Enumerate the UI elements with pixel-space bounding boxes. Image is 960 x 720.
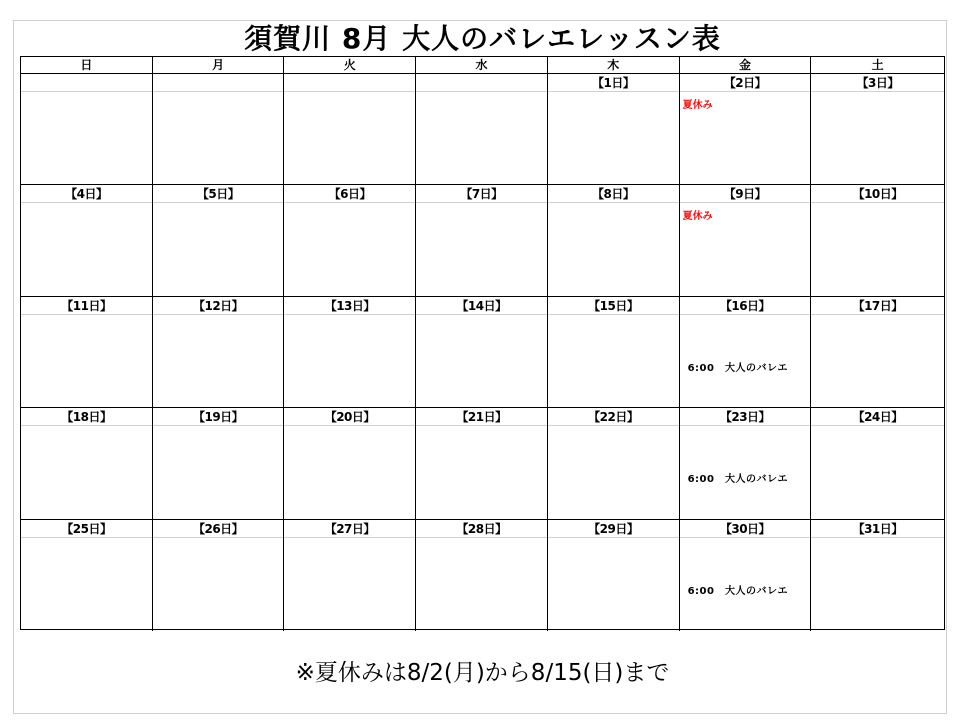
day-number-label: 【3日】 — [856, 76, 899, 90]
day-number-label: 【7日】 — [460, 187, 503, 202]
day-header-divider — [284, 91, 415, 92]
weekday-header-tue: 火 — [284, 57, 416, 73]
day-number-label: 【2日】 — [723, 76, 767, 90]
calendar-day-cell — [21, 74, 153, 184]
day-number-label: 【21日】 — [456, 410, 507, 425]
day-number-label: 【17日】 — [852, 298, 903, 313]
weekday-header-sat: 土 — [871, 58, 884, 72]
weekday-header-fri: 金 — [680, 57, 812, 73]
calendar-day-cell — [153, 297, 285, 407]
day-number-label: 【30日】 — [719, 521, 771, 536]
calendar-day-cell — [153, 185, 285, 295]
day-header-divider — [680, 537, 811, 538]
day-number-label: 【11日】 — [61, 298, 112, 313]
day-number-label: 【31日】 — [852, 521, 903, 536]
day-header-divider — [153, 537, 284, 538]
calendar-day-cell — [548, 74, 680, 184]
calendar-day-cell — [21, 408, 153, 518]
lesson-entry: 6:00 大人のバレエ — [687, 474, 788, 486]
calendar-day-cell — [21, 297, 153, 407]
day-header-divider — [21, 202, 152, 203]
day-number-label: 【10日】 — [852, 187, 903, 202]
day-header-divider — [548, 425, 679, 426]
day-header-divider — [548, 91, 679, 92]
calendar-week-row — [21, 74, 944, 185]
calendar-day-cell — [548, 185, 680, 295]
day-number-label: 【12日】 — [192, 298, 244, 313]
day-number-label: 【20日】 — [324, 410, 375, 425]
calendar-day-cell — [284, 185, 416, 295]
calendar-day-cell — [416, 408, 548, 518]
day-header-divider — [548, 314, 679, 315]
day-header-divider — [284, 314, 415, 315]
calendar-day-cell — [680, 297, 812, 407]
day-number-label: 【18日】 — [61, 410, 112, 425]
day-number-label: 【16日】 — [719, 298, 771, 313]
calendar-day-cell — [153, 408, 285, 518]
day-number-label: 【28日】 — [456, 521, 507, 536]
calendar-day-cell — [416, 520, 548, 631]
day-header-divider — [680, 314, 811, 315]
day-header-divider — [21, 91, 152, 92]
calendar-day-cell — [680, 74, 812, 184]
day-header-divider — [21, 314, 152, 315]
footer-note: ※夏休みは8/2(月)から8/15(日)まで — [295, 660, 670, 686]
day-number-label — [153, 74, 284, 90]
day-number-label: 【5日】 — [196, 187, 240, 202]
day-number-label: 【4日】 — [65, 187, 108, 202]
day-header-divider — [548, 202, 679, 203]
weekday-header-mon: 月 — [153, 57, 285, 73]
calendar-day-cell — [416, 74, 548, 184]
day-header-divider — [284, 202, 415, 203]
day-header-divider — [416, 91, 547, 92]
calendar-week-row — [21, 408, 944, 519]
day-header-divider — [548, 537, 679, 538]
lesson-entry: 6:00 大人のバレエ — [687, 362, 788, 374]
calendar-day-cell — [680, 520, 812, 631]
calendar-day-cell — [811, 74, 944, 184]
day-number-label — [21, 74, 152, 90]
calendar-day-cell — [548, 520, 680, 631]
day-number-label — [284, 74, 415, 90]
day-header-divider — [680, 425, 811, 426]
day-number-label: 【14日】 — [456, 298, 507, 313]
day-number-label — [416, 74, 547, 90]
day-header-divider — [153, 314, 284, 315]
day-header-divider — [21, 537, 152, 538]
weekday-header-thu: 木 — [548, 57, 680, 73]
calendar-day-cell — [811, 297, 944, 407]
day-number-label: 【26日】 — [192, 521, 244, 536]
calendar-day-cell — [416, 297, 548, 407]
day-header-divider — [811, 314, 944, 315]
day-number-label: 【27日】 — [324, 521, 375, 536]
calendar-day-cell — [153, 520, 285, 631]
day-number-label: 【6日】 — [328, 187, 371, 202]
day-header-divider — [811, 202, 944, 203]
calendar-day-cell — [416, 185, 548, 295]
day-header-divider — [416, 202, 547, 203]
day-header-divider — [680, 91, 811, 92]
day-header-divider — [21, 425, 152, 426]
day-number-label: 【15日】 — [588, 298, 639, 313]
weekday-header-sun: 日 — [21, 57, 153, 73]
holiday-note: 夏休み — [682, 211, 713, 223]
day-number-label: 【29日】 — [588, 521, 639, 536]
day-header-divider — [416, 537, 547, 538]
day-header-divider — [680, 202, 811, 203]
calendar-day-cell — [811, 520, 944, 631]
day-header-divider — [811, 91, 944, 92]
day-header-divider — [416, 425, 547, 426]
calendar-day-cell — [548, 297, 680, 407]
day-number-label: 【25日】 — [61, 521, 112, 536]
day-number-label: 【1日】 — [592, 76, 635, 90]
calendar-week-row — [21, 520, 944, 631]
day-header-divider — [811, 425, 944, 426]
calendar-day-cell — [284, 74, 416, 184]
day-number-label: 【22日】 — [588, 410, 639, 425]
holiday-note: 夏休み — [682, 100, 713, 111]
day-header-divider — [284, 425, 415, 426]
calendar-day-cell — [680, 408, 812, 518]
lesson-entry: 6:00 大人のバレエ — [687, 585, 788, 597]
calendar-day-cell — [21, 185, 153, 295]
calendar-day-cell — [21, 520, 153, 631]
day-number-label: 【8日】 — [592, 187, 635, 202]
day-header-divider — [153, 425, 284, 426]
calendar-day-cell — [284, 297, 416, 407]
day-number-label: 【24日】 — [852, 410, 903, 425]
day-header-divider — [811, 537, 944, 538]
day-number-label: 【23日】 — [719, 410, 771, 425]
weekday-header-wed: 水 — [416, 57, 548, 73]
day-header-divider — [153, 202, 284, 203]
day-header-divider — [153, 91, 284, 92]
calendar-day-cell — [680, 185, 812, 295]
calendar-day-cell — [284, 520, 416, 631]
calendar-week-row — [21, 297, 944, 408]
day-number-label: 【9日】 — [723, 187, 767, 202]
page-title: 須賀川 8月 大人のバレエレッスン表 — [244, 22, 721, 55]
calendar-day-cell — [811, 185, 944, 295]
calendar-day-cell — [811, 408, 944, 518]
calendar-grid — [20, 56, 945, 630]
day-header-divider — [416, 314, 547, 315]
weekday-header-row — [21, 57, 944, 74]
calendar-week-row — [21, 185, 944, 296]
day-header-divider — [284, 537, 415, 538]
calendar-day-cell — [284, 408, 416, 518]
calendar-day-cell — [153, 74, 285, 184]
calendar-day-cell — [548, 408, 680, 518]
day-number-label: 【19日】 — [192, 410, 244, 425]
day-number-label: 【13日】 — [324, 298, 375, 313]
